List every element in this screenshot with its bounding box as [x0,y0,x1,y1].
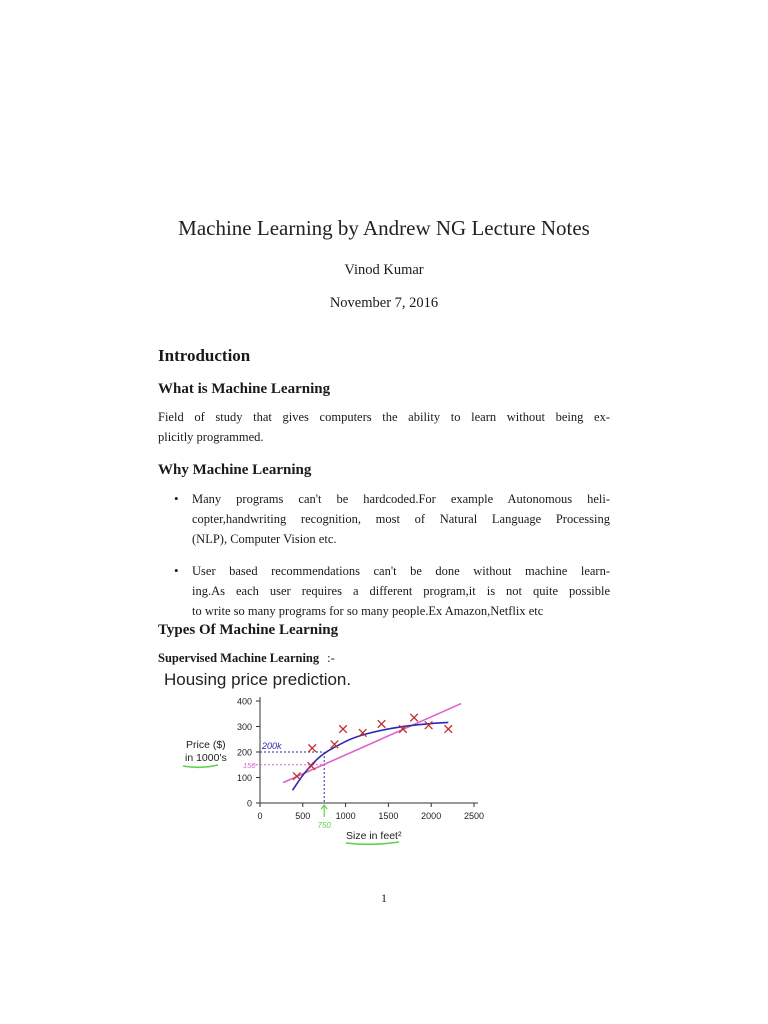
bullet-line: • User based recommendations can't be done without machine learn- [192,564,610,578]
data-point [308,762,316,770]
data-point [308,744,316,752]
x-axis-label: Size in feet² [346,830,402,842]
annotation-upper-label: 200k [262,741,282,751]
xlabel-underline [346,842,399,844]
curve-fit-line [293,722,449,790]
y-axis-label: in 1000's [185,752,227,764]
subsection-types-of-ml: Types Of Machine Learning [158,622,339,638]
data-point [293,772,301,780]
y-tick-label: 0 [246,798,252,809]
section-introduction: Introduction [158,346,251,365]
x-tick-label: 1500 [378,811,399,821]
x-tick-label: 2000 [421,811,442,821]
data-point [378,720,386,728]
chart-title: Housing price prediction. [164,670,352,689]
subsection-what-is-ml: What is Machine Learning [158,381,331,397]
housing-price-chart [156,670,496,860]
y-axis-label: Price ($) [186,739,226,751]
document-author: Vinod Kumar [344,262,424,278]
query-label: 750 [317,821,331,830]
supervised-separator: :- [327,651,335,665]
data-point [445,725,453,733]
x-tick-label: 500 [295,811,311,821]
x-tick-label: 0 [257,811,263,821]
y-tick-label: 300 [236,722,252,732]
y-tick-label: 400 [236,696,252,707]
x-tick-label: 2500 [463,811,485,821]
bullet-line: copter,handwriting recognition, most of Natural Language Processing [192,512,610,526]
document-date: November 7, 2016 [329,295,439,311]
paragraph-what-is-ml [158,407,610,447]
bullet-item [158,489,610,549]
bullet-line: to write so many programs for so many people.Ex Amazon,Netflix etc [192,604,544,618]
subsection-why-ml: Why Machine Learning [158,462,312,478]
housing-price-figure [156,670,496,860]
y-tick-label: 200 [236,747,252,758]
x-tick-label: 1000 [335,811,356,821]
bullet-list-why-ml [158,489,610,633]
paragraph-line: Field of study that gives computers the ability to learn without being ex- [158,410,610,424]
page-number: 1 [381,891,387,905]
linear-fit-line [283,704,461,783]
annotation-lower-label: 150 [243,760,256,770]
data-point [410,714,418,722]
supervised-label: Supervised Machine Learning [158,651,320,665]
bullet-line: (NLP), Computer Vision etc. [192,532,337,546]
bullet-line: • Many programs can't be hardcoded.For example Autonomous heli- [192,492,610,506]
y-tick-label: 100 [236,773,252,783]
data-point [339,725,347,733]
paragraph-supervised-ml [158,651,335,666]
data-point [425,721,433,729]
document-title: Machine Learning by Andrew NG Lecture Notes [178,216,590,240]
bullet-item [158,561,610,621]
ylabel-underline [183,765,218,767]
bullet-line: ing.As each user requires a different program,it is not quite possible [192,584,610,598]
paragraph-line: plicitly programmed. [158,430,264,444]
